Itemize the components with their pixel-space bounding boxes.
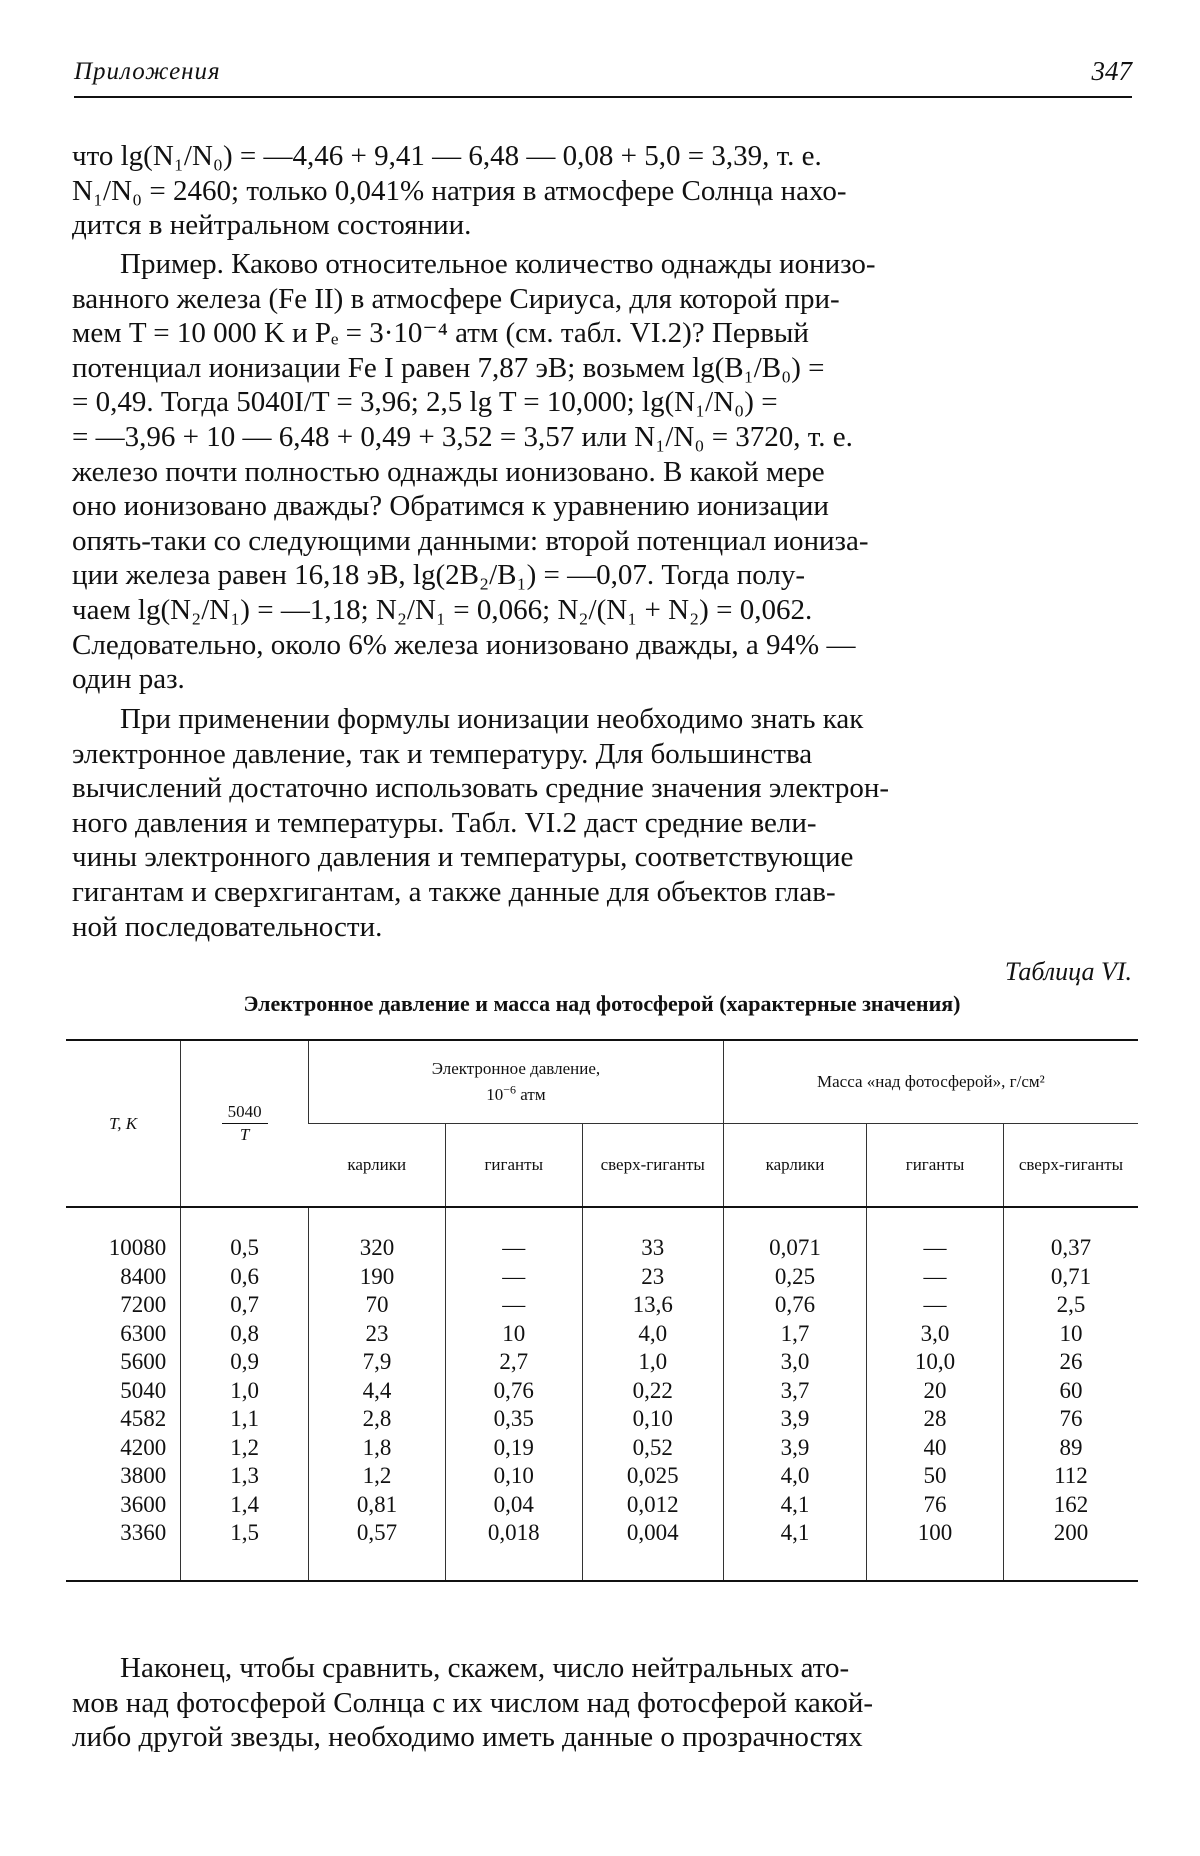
cell-mass-supergiants: 2,5 — [1003, 1291, 1138, 1320]
text-line: дится в нейтральном состоянии. — [72, 209, 472, 242]
ratio-numerator: 5040 — [222, 1101, 268, 1124]
col-header-ratio — [181, 1040, 309, 1207]
cell-temperature: 3360 — [120, 1520, 167, 1545]
sub-header-dwarfs: карлики — [309, 1124, 446, 1208]
cell-pressure-giants: 2,7 — [445, 1348, 582, 1377]
cell-temperature: 8400 — [120, 1263, 167, 1289]
page-number: 347 — [1091, 56, 1132, 86]
table-row — [66, 1491, 1138, 1520]
text-line: = —3,96 + 10 — 6,48 + 0,49 + 3,52 = 3,57 или N₁/N₀ = 3720, т. е. — [72, 420, 853, 453]
cell-mass-dwarfs: 4,0 — [723, 1462, 866, 1491]
cell-pressure-supergiants: 0,004 — [582, 1519, 723, 1581]
table-row — [66, 1263, 1138, 1292]
cell-mass-giants: 10,0 — [867, 1348, 1004, 1377]
text-line: один раз. — [72, 663, 185, 696]
cell-pressure-dwarfs: 0,81 — [309, 1491, 446, 1520]
group-header-pressure — [309, 1040, 724, 1124]
col-header-temperature — [66, 1040, 181, 1207]
pressure-unit-prefix: 10 — [486, 1084, 504, 1104]
cell-pressure-dwarfs: 2,8 — [309, 1405, 446, 1434]
text-line: Пример. Каково относительное количество однажды ионизо- — [120, 248, 876, 280]
sub-header-supergiants: сверх-гиганты — [1003, 1124, 1138, 1208]
text-line: чины электронного давления и температуры, соответствующие — [72, 841, 854, 874]
text-line: либо другой звезды, необходимо иметь данные о прозрачностях — [72, 1721, 863, 1754]
sub-header-dwarfs: карлики — [723, 1124, 866, 1208]
group-header-mass: Масса «над фотосферой», г/см² — [723, 1040, 1138, 1124]
cell-pressure-supergiants: 0,10 — [582, 1405, 723, 1434]
cell-mass-supergiants: 200 — [1003, 1519, 1138, 1581]
cell-mass-supergiants: 76 — [1003, 1405, 1138, 1434]
text-line: ного давления и температуры. Табл. VI.2 даст средние вели- — [72, 806, 817, 839]
cell-pressure-giants: 0,76 — [445, 1377, 582, 1406]
table-row — [66, 1434, 1138, 1463]
paragraph-ionization-formula — [72, 702, 1132, 944]
cell-mass-giants: 100 — [867, 1519, 1004, 1581]
text-line: мем T = 10 000 K и Pₑ = 3·10⁻⁴ атм (см. табл. VI.2)? Первый — [72, 317, 809, 350]
cell-pressure-giants: — — [445, 1263, 582, 1292]
cell-pressure-supergiants: 33 — [582, 1207, 723, 1263]
cell-mass-giants: 40 — [867, 1434, 1004, 1463]
paragraph-sodium-result — [72, 139, 1132, 243]
cell-mass-supergiants: 0,37 — [1003, 1207, 1138, 1263]
cell-pressure-supergiants: 0,025 — [582, 1462, 723, 1491]
cell-temperature: 6300 — [120, 1320, 167, 1346]
text-line: = 0,49. Тогда 5040I/T = 3,96; 2,5 lg T = 10,000; lg(N₁/N₀) = — [72, 386, 778, 419]
table-row — [66, 1377, 1138, 1406]
text-line: оно ионизовано дважды? Обратимся к уравнению ионизации — [72, 490, 829, 523]
table-row — [66, 1291, 1138, 1320]
cell-pressure-dwarfs: 1,8 — [309, 1434, 446, 1463]
cell-temperature: 5600 — [120, 1349, 167, 1374]
pressure-unit-suffix: атм — [516, 1084, 546, 1104]
cell-ratio: 1,3 — [181, 1462, 309, 1491]
cell-ratio: 1,5 — [181, 1519, 309, 1581]
cell-temperature: 10080 — [108, 1235, 167, 1260]
sub-header-giants: гиганты — [867, 1124, 1004, 1208]
table-row — [66, 1320, 1138, 1349]
cell-ratio: 0,7 — [181, 1291, 309, 1320]
cell-pressure-supergiants: 23 — [582, 1263, 723, 1292]
table-row — [66, 1462, 1138, 1491]
text-line: опять-таки со следующими данными: второй потенциал иониза- — [72, 524, 869, 557]
cell-pressure-giants: 0,018 — [445, 1519, 582, 1581]
cell-temperature: 3800 — [120, 1463, 167, 1488]
ratio-fraction — [222, 1101, 268, 1146]
cell-mass-giants: 50 — [867, 1462, 1004, 1491]
text-line: железо почти полностью однажды ионизовано. В какой мере — [72, 455, 825, 488]
sub-header-giants: гиганты — [445, 1124, 582, 1208]
text-line: гигантам и сверхгигантам, а также данные для объектов глав- — [72, 875, 836, 908]
table-row — [66, 1348, 1138, 1377]
table-row — [66, 1405, 1138, 1434]
cell-ratio: 1,1 — [181, 1405, 309, 1434]
cell-pressure-giants: — — [445, 1291, 582, 1320]
paragraph-example-iron — [72, 247, 1132, 697]
cell-mass-supergiants: 26 — [1003, 1348, 1138, 1377]
text-line: ной последовательности. — [72, 910, 383, 943]
cell-pressure-dwarfs: 0,57 — [309, 1519, 446, 1581]
cell-mass-giants: — — [867, 1291, 1004, 1320]
text-line: При применении формулы ионизации необходимо знать как — [120, 703, 864, 735]
cell-mass-dwarfs: 0,25 — [723, 1263, 866, 1292]
cell-mass-dwarfs: 4,1 — [723, 1491, 866, 1520]
cell-mass-giants: 28 — [867, 1405, 1004, 1434]
cell-pressure-giants: 0,04 — [445, 1491, 582, 1520]
cell-ratio: 0,5 — [181, 1207, 309, 1263]
cell-ratio: 0,8 — [181, 1320, 309, 1349]
cell-mass-dwarfs: 3,9 — [723, 1405, 866, 1434]
cell-mass-supergiants: 162 — [1003, 1491, 1138, 1520]
sub-header-supergiants: сверх-гиганты — [582, 1124, 723, 1208]
text-line: потенциал ионизации Fe I равен 7,87 эВ; возьмем lg(B₁/B₀) = — [72, 351, 825, 384]
cell-ratio: 1,0 — [181, 1377, 309, 1406]
cell-mass-giants: 76 — [867, 1491, 1004, 1520]
text-line: ванного железа (Fe II) в атмосфере Сириуса, для которой при- — [72, 282, 840, 315]
pressure-unit-exponent: −6 — [503, 1082, 517, 1097]
text-line: электронное давление, так и температуру. Для большинства — [72, 737, 813, 770]
text-line: что lg(N₁/N₀) = —4,46 + 9,41 — 6,48 — 0,08 + 5,0 = 3,39, т. е. — [72, 140, 822, 172]
cell-mass-giants: 20 — [867, 1377, 1004, 1406]
cell-ratio: 0,9 — [181, 1348, 309, 1377]
col-header-temperature-text: T, K — [109, 1113, 138, 1133]
cell-mass-dwarfs: 3,9 — [723, 1434, 866, 1463]
cell-mass-supergiants: 10 — [1003, 1320, 1138, 1349]
cell-mass-dwarfs: 3,7 — [723, 1377, 866, 1406]
cell-ratio: 1,2 — [181, 1434, 309, 1463]
cell-pressure-giants: 10 — [445, 1320, 582, 1349]
cell-temperature: 4200 — [120, 1434, 167, 1460]
cell-pressure-supergiants: 0,22 — [582, 1377, 723, 1406]
cell-pressure-giants: 0,35 — [445, 1405, 582, 1434]
text-line: вычислений достаточно использовать средние значения электрон- — [72, 772, 890, 805]
cell-temperature: 5040 — [120, 1377, 167, 1403]
cell-mass-dwarfs: 0,071 — [723, 1207, 866, 1263]
section-title: Приложения — [74, 58, 221, 85]
cell-pressure-dwarfs: 70 — [309, 1291, 446, 1320]
pressure-mass-table — [66, 1039, 1138, 1582]
cell-pressure-dwarfs: 190 — [309, 1263, 446, 1292]
text-line: мов над фотосферой Солнца с их числом над фотосферой какой- — [72, 1686, 874, 1719]
cell-pressure-supergiants: 0,012 — [582, 1491, 723, 1520]
cell-pressure-supergiants: 1,0 — [582, 1348, 723, 1377]
paragraph-conclusion — [72, 1651, 1132, 1755]
table-row — [66, 1519, 1138, 1581]
cell-mass-giants: 3,0 — [867, 1320, 1004, 1349]
cell-ratio: 0,6 — [181, 1263, 309, 1292]
cell-mass-dwarfs: 0,76 — [723, 1291, 866, 1320]
cell-pressure-supergiants: 13,6 — [582, 1291, 723, 1320]
cell-mass-dwarfs: 3,0 — [723, 1348, 866, 1377]
cell-temperature: 3600 — [120, 1491, 167, 1517]
cell-pressure-supergiants: 0,52 — [582, 1434, 723, 1463]
table-title: Электронное давление и масса над фотосферой (характерные значения) — [243, 991, 961, 1016]
cell-mass-supergiants: 89 — [1003, 1434, 1138, 1463]
table-row — [66, 1207, 1138, 1263]
cell-ratio: 1,4 — [181, 1491, 309, 1520]
cell-pressure-dwarfs: 7,9 — [309, 1348, 446, 1377]
cell-mass-supergiants: 112 — [1003, 1462, 1138, 1491]
cell-mass-giants: — — [867, 1263, 1004, 1292]
cell-pressure-giants: — — [445, 1207, 582, 1263]
cell-mass-giants: — — [867, 1207, 1004, 1263]
cell-mass-dwarfs: 1,7 — [723, 1320, 866, 1349]
text-line: ции железа равен 16,18 эВ, lg(2B₂/B₁) = —0,07. Тогда полу- — [72, 559, 806, 592]
cell-mass-supergiants: 60 — [1003, 1377, 1138, 1406]
text-line: N₁/N₀ = 2460; только 0,041% натрия в атмосфере Солнца нахо- — [72, 174, 847, 207]
text-line: чаем lg(N₂/N₁) = —1,18; N₂/N₁ = 0,066; N₂/(N₁ + N₂) = 0,062. — [72, 593, 813, 626]
cell-mass-dwarfs: 4,1 — [723, 1519, 866, 1581]
cell-mass-supergiants: 0,71 — [1003, 1263, 1138, 1292]
cell-temperature: 7200 — [120, 1292, 167, 1317]
cell-pressure-supergiants: 4,0 — [582, 1320, 723, 1349]
group-header-pressure-text: Электронное давление, — [431, 1059, 601, 1079]
table-label: Таблица VI. — [1004, 957, 1132, 986]
cell-pressure-dwarfs: 4,4 — [309, 1377, 446, 1406]
cell-pressure-giants: 0,19 — [445, 1434, 582, 1463]
text-line: Следовательно, около 6% железа ионизовано дважды, а 94% — — [72, 628, 856, 661]
cell-pressure-dwarfs: 1,2 — [309, 1462, 446, 1491]
cell-pressure-giants: 0,10 — [445, 1462, 582, 1491]
cell-pressure-dwarfs: 320 — [309, 1207, 446, 1263]
table-body — [66, 1207, 1138, 1581]
text-line: Наконец, чтобы сравнить, скажем, число нейтральных ато- — [120, 1652, 850, 1684]
ratio-denominator: T — [239, 1125, 250, 1144]
cell-pressure-dwarfs: 23 — [309, 1320, 446, 1349]
pressure-unit — [486, 1082, 546, 1104]
cell-temperature: 4582 — [120, 1406, 167, 1431]
running-head — [74, 50, 1132, 98]
